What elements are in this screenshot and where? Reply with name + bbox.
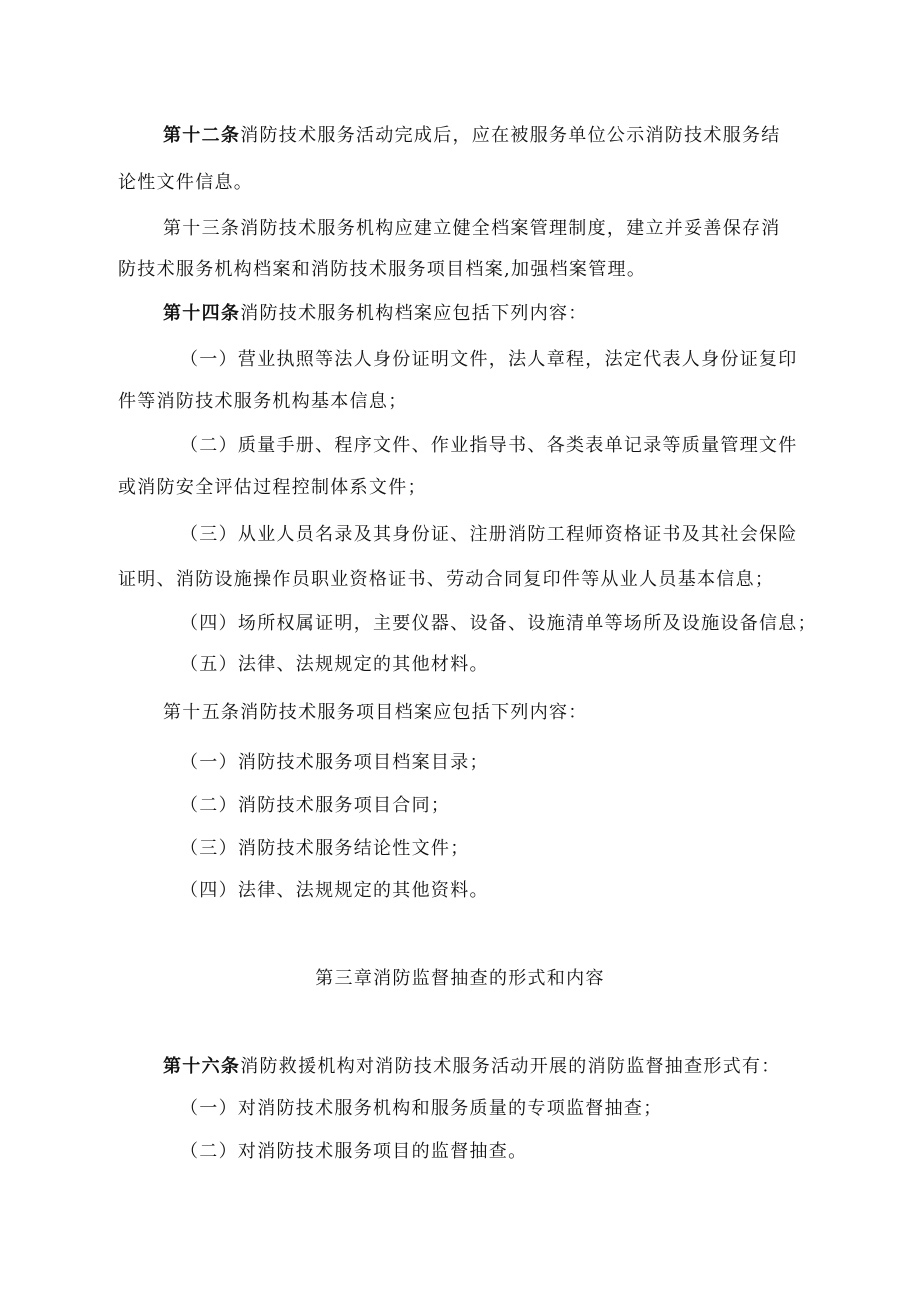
article-14-item-3-line-2: 证明、消防设施操作员职业资格证书、劳动合同复印件等从业人员基本信息； <box>118 569 775 590</box>
article-14-item-1-line-1: （一）营业执照等法人身份证明文件，法人章程，法定代表人身份证复印 <box>180 349 798 370</box>
article-16-item-2: （二）对消防技术服务项目的监督抽查。 <box>180 1141 528 1162</box>
article-15-item-2: （二）消防技术服务项目合同； <box>180 795 451 816</box>
article-16-label: 第十六条 <box>163 1056 241 1077</box>
article-14-item-4: （四）场所权属证明，主要仪器、设备、设施清单等场所及设施设备信息； <box>180 613 817 634</box>
chapter-3-title: 第三章消防监督抽查的形式和内容 <box>315 968 605 989</box>
article-16-item-1: （一）对消防技术服务机构和服务质量的专项监督抽查； <box>180 1098 663 1119</box>
article-13-line-1: 第十三条消防技术服务机构应建立健全档案管理制度，建立并妥善保存消 <box>163 218 781 239</box>
article-15-intro: 第十五条消防技术服务项目档案应包括下列内容： <box>163 702 588 723</box>
article-12-label: 第十二条 <box>163 125 241 146</box>
article-14-item-3-line-1: （三）从业人员名录及其身份证、注册消防工程师资格证书及其社会保险 <box>180 524 798 545</box>
article-15-item-3: （三）消防技术服务结论性文件； <box>180 838 470 859</box>
article-12-text: 消防技术服务活动完成后，应在被服务单位公示消防技术服务结 <box>240 125 781 146</box>
article-14-intro <box>163 301 588 327</box>
article-15-item-1: （一）消防技术服务项目档案目录； <box>180 752 489 773</box>
article-14-label: 第十四条 <box>163 303 241 324</box>
article-14-item-1-line-2: 件等消防技术服务机构基本信息； <box>118 391 408 412</box>
article-12-line-1 <box>163 123 781 149</box>
article-12-line-2: 论性文件信息。 <box>118 172 254 193</box>
article-14-item-5: （五）法律、法规规定的其他材料。 <box>180 654 489 675</box>
article-15-item-4: （四）法律、法规规定的其他资料。 <box>180 880 489 901</box>
article-14-text: 消防技术服务机构档案应包括下列内容： <box>240 303 588 324</box>
article-16-text: 消防救援机构对消防技术服务活动开展的消防监督抽查形式有： <box>240 1056 781 1077</box>
article-16-intro <box>163 1054 781 1080</box>
article-13-line-2: 防技术服务机构档案和消防技术服务项目档案,加强档案管理。 <box>118 259 647 280</box>
article-14-item-2-line-1: （二）质量手册、程序文件、作业指导书、各类表单记录等质量管理文件 <box>180 435 798 456</box>
article-14-item-2-line-2: 或消防安全评估过程控制体系文件； <box>118 477 427 498</box>
